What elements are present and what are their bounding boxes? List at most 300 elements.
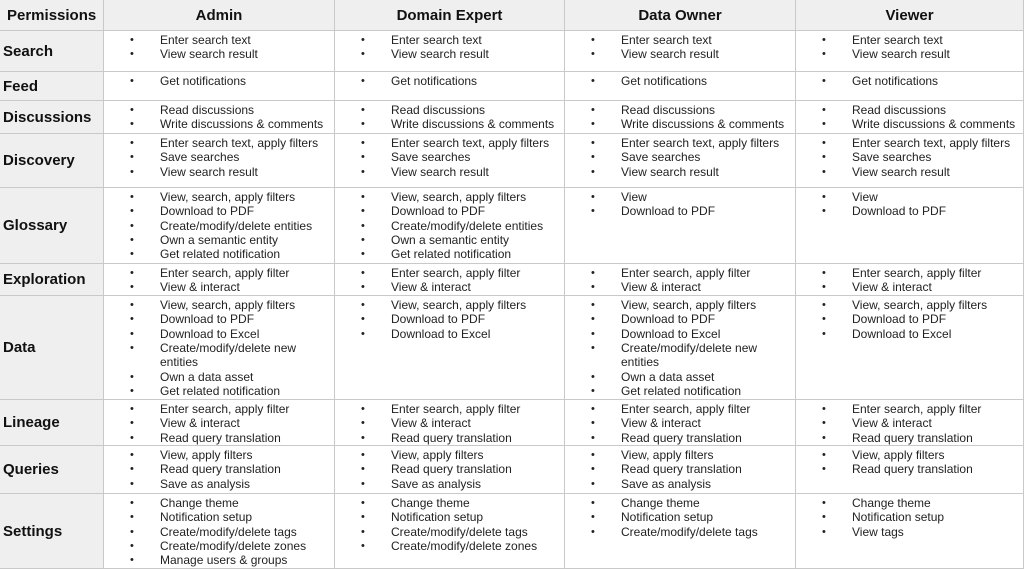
permission-item — [796, 117, 1023, 131]
permission-text: Notification setup — [621, 510, 714, 525]
permission-cell — [796, 264, 1024, 296]
permission-item — [104, 525, 334, 539]
bullet-icon: • — [591, 281, 595, 294]
permission-cell — [335, 31, 565, 72]
permission-text: View — [621, 190, 647, 204]
permission-text: Enter search text, apply filters — [621, 136, 780, 150]
permission-item — [335, 327, 564, 341]
permission-item — [104, 510, 334, 524]
bullet-icon: • — [361, 511, 365, 524]
bullet-icon: • — [130, 267, 134, 279]
permission-item — [796, 312, 1023, 326]
permission-text: Save searches — [852, 150, 932, 165]
permission-text: Create/modify/delete entities — [160, 218, 313, 233]
permission-item — [565, 165, 795, 179]
bullet-icon: • — [822, 525, 826, 538]
permission-item — [565, 355, 795, 369]
permission-text: Write discussions & comments — [621, 117, 785, 132]
bullet-icon: • — [130, 34, 134, 46]
bullet-icon: • — [361, 219, 365, 232]
permission-text: Get related notification — [391, 247, 512, 262]
permission-text: View tags — [852, 524, 904, 539]
permission-item — [565, 384, 795, 398]
permission-text: Get notifications — [621, 74, 708, 88]
permission-text: Own a semantic entity — [160, 232, 279, 247]
permission-item — [104, 477, 334, 491]
bullet-icon: • — [822, 75, 826, 87]
permission-item — [565, 341, 795, 355]
permission-text: Save searches — [391, 150, 471, 165]
permission-item — [335, 448, 564, 462]
permission-item — [104, 431, 334, 445]
permission-text: Own a data asset — [621, 369, 715, 384]
permission-item — [104, 47, 334, 61]
bullet-icon: • — [361, 233, 365, 246]
bullet-icon: • — [591, 384, 595, 397]
permission-text: View search result — [852, 164, 950, 179]
permission-item — [104, 416, 334, 430]
permission-item — [796, 510, 1023, 524]
bullet-icon: • — [361, 327, 365, 340]
permission-text: Read query translation — [621, 430, 742, 445]
permission-item — [565, 136, 795, 150]
bullet-icon: • — [361, 417, 365, 430]
bullet-icon: • — [822, 205, 826, 218]
permission-item — [796, 47, 1023, 61]
permission-cell — [104, 296, 335, 400]
permission-text: View & interact — [621, 416, 701, 431]
permission-item — [796, 280, 1023, 294]
permission-text: View, search, apply filters — [160, 298, 296, 312]
permission-item — [565, 370, 795, 384]
bullet-icon: • — [361, 431, 365, 444]
permission-text: View & interact — [160, 416, 240, 431]
permission-item — [335, 462, 564, 476]
permission-cell — [104, 134, 335, 188]
permission-text: Write discussions & comments — [852, 117, 1016, 132]
permission-item — [104, 539, 334, 553]
permission-text: Read discussions — [621, 103, 716, 117]
permission-text: Download to Excel — [391, 326, 491, 341]
permission-item — [104, 448, 334, 462]
permission-text: Get related notification — [160, 247, 281, 262]
permission-item — [335, 33, 564, 47]
permission-item — [565, 416, 795, 430]
permission-cell — [335, 101, 565, 134]
permission-text: View, search, apply filters — [160, 190, 296, 204]
permission-item — [104, 553, 334, 567]
permission-item — [565, 204, 795, 218]
permission-item — [104, 150, 334, 164]
bullet-icon: • — [361, 137, 365, 149]
permission-cell — [565, 31, 796, 72]
bullet-icon: • — [130, 219, 134, 232]
permission-text: Enter search, apply filter — [391, 402, 521, 416]
permission-item — [335, 117, 564, 131]
permission-text: Enter search, apply filter — [160, 266, 290, 280]
permission-text: Write discussions & comments — [391, 117, 555, 132]
permission-item — [335, 165, 564, 179]
permission-cell — [565, 134, 796, 188]
bullet-icon: • — [361, 104, 365, 116]
permission-text: Manage users & groups — [160, 553, 288, 568]
bullet-icon: • — [130, 48, 134, 61]
bullet-icon: • — [822, 137, 826, 149]
permission-text: View, search, apply filters — [621, 298, 757, 312]
permission-text: Download to PDF — [852, 204, 947, 219]
permission-item — [796, 525, 1023, 539]
bullet-icon: • — [822, 463, 826, 476]
permission-cell — [796, 400, 1024, 446]
permission-text: Change theme — [391, 496, 470, 510]
bullet-icon: • — [130, 137, 134, 149]
permission-item — [796, 136, 1023, 150]
bullet-icon: • — [591, 299, 595, 311]
permission-item — [796, 327, 1023, 341]
bullet-icon: • — [591, 267, 595, 279]
permission-text: Get notifications — [852, 74, 939, 88]
permission-cell — [335, 296, 565, 400]
row-label-settings: Settings — [0, 494, 104, 569]
permission-text: Save as analysis — [160, 476, 251, 491]
bullet-icon: • — [822, 267, 826, 279]
permission-cell — [565, 446, 796, 494]
permission-item — [565, 327, 795, 341]
bullet-icon: • — [822, 118, 826, 131]
permission-item — [104, 204, 334, 218]
permission-item — [565, 448, 795, 462]
permission-text: Enter search text — [621, 33, 712, 47]
header-role-viewer: Viewer — [796, 0, 1024, 31]
permission-item — [565, 496, 795, 510]
permission-item — [104, 462, 334, 476]
bullet-icon: • — [361, 267, 365, 279]
permission-cell — [565, 72, 796, 101]
permission-item — [104, 165, 334, 179]
permission-text: Enter search text, apply filters — [852, 136, 1011, 150]
bullet-icon: • — [591, 137, 595, 149]
permission-text: Create/modify/delete tags — [160, 524, 297, 539]
permission-item — [335, 402, 564, 416]
permission-text: Enter search, apply filter — [621, 266, 751, 280]
permission-item — [104, 266, 334, 280]
bullet-icon: • — [591, 449, 595, 461]
permission-item — [335, 298, 564, 312]
bullet-icon: • — [130, 525, 134, 538]
permission-text: Create/modify/delete entities — [391, 218, 544, 233]
permission-text: Create/modify/delete new — [160, 340, 297, 355]
permission-item — [335, 416, 564, 430]
bullet-icon: • — [361, 75, 365, 87]
permission-item — [796, 431, 1023, 445]
permission-item — [565, 431, 795, 445]
permission-item — [796, 74, 1023, 88]
permission-item — [335, 477, 564, 491]
permission-text: View, search, apply filters — [391, 190, 527, 204]
bullet-icon: • — [591, 34, 595, 46]
bullet-icon: • — [822, 431, 826, 444]
row-label-lineage: Lineage — [0, 400, 104, 446]
permission-item — [796, 165, 1023, 179]
bullet-icon: • — [361, 248, 365, 261]
permission-text: Enter search text, apply filters — [391, 136, 550, 150]
permission-text: Create/modify/delete zones — [391, 538, 538, 553]
permission-text: View & interact — [391, 280, 471, 295]
bullet-icon: • — [591, 341, 595, 354]
permission-text: Create/modify/delete tags — [621, 524, 758, 539]
permission-text: Download to Excel — [621, 326, 721, 341]
bullet-icon: • — [591, 417, 595, 430]
bullet-icon: • — [130, 191, 134, 203]
permission-text: Read discussions — [160, 103, 255, 117]
permission-text: Save as analysis — [391, 476, 482, 491]
permission-item — [104, 247, 334, 261]
permission-item — [565, 402, 795, 416]
permission-item — [104, 298, 334, 312]
permission-item — [796, 298, 1023, 312]
header-permissions: Permissions — [0, 0, 104, 31]
permission-text: View search result — [160, 164, 258, 179]
permission-cell — [796, 494, 1024, 569]
permission-text: Get notifications — [391, 74, 478, 88]
permission-text: View search result — [391, 164, 489, 179]
row-label-discussions: Discussions — [0, 101, 104, 134]
bullet-icon: • — [591, 75, 595, 87]
permission-item — [796, 402, 1023, 416]
permission-text: View, apply filters — [852, 448, 945, 462]
permission-cell — [104, 400, 335, 446]
permission-item — [104, 103, 334, 117]
permission-item — [565, 103, 795, 117]
permission-text: Save searches — [160, 150, 240, 165]
permission-cell — [104, 101, 335, 134]
permission-item — [565, 510, 795, 524]
permission-text: View search result — [160, 47, 258, 62]
bullet-icon: • — [591, 118, 595, 131]
permission-item — [565, 462, 795, 476]
bullet-icon: • — [361, 403, 365, 415]
permission-text: Change theme — [160, 496, 239, 510]
bullet-icon: • — [130, 403, 134, 415]
permission-text: Download to PDF — [621, 204, 716, 219]
permission-text: View & interact — [160, 280, 240, 295]
permission-text: Read query translation — [391, 430, 512, 445]
permission-item — [104, 312, 334, 326]
permission-text: View & interact — [621, 280, 701, 295]
bullet-icon: • — [361, 299, 365, 311]
permission-item — [104, 219, 334, 233]
bullet-icon: • — [822, 511, 826, 524]
permission-item — [335, 312, 564, 326]
permission-text: Download to PDF — [852, 312, 947, 327]
bullet-icon: • — [822, 191, 826, 203]
permission-text: Download to Excel — [852, 326, 952, 341]
permission-text: Enter search text, apply filters — [160, 136, 319, 150]
permission-item — [796, 190, 1023, 204]
permission-cell — [565, 101, 796, 134]
permission-text: Get related notification — [621, 383, 742, 398]
permission-item — [565, 525, 795, 539]
bullet-icon: • — [822, 165, 826, 178]
permission-item — [565, 150, 795, 164]
permission-item — [104, 190, 334, 204]
bullet-icon: • — [591, 497, 595, 509]
permission-item — [796, 150, 1023, 164]
bullet-icon: • — [361, 281, 365, 294]
permission-text: Enter search text — [391, 33, 482, 47]
bullet-icon: • — [591, 191, 595, 203]
permission-item — [335, 247, 564, 261]
bullet-icon: • — [130, 449, 134, 461]
permission-text: View, search, apply filters — [391, 298, 527, 312]
bullet-icon: • — [130, 151, 134, 164]
permission-cell — [796, 446, 1024, 494]
permission-text: View search result — [852, 47, 950, 62]
permission-item — [335, 233, 564, 247]
permission-item — [796, 448, 1023, 462]
permission-item — [565, 477, 795, 491]
permission-cell — [104, 31, 335, 72]
bullet-icon: • — [130, 511, 134, 524]
bullet-icon: • — [361, 539, 365, 552]
bullet-icon: • — [361, 477, 365, 490]
permission-text: Own a semantic entity — [391, 232, 510, 247]
permission-item — [796, 496, 1023, 510]
permission-cell — [104, 72, 335, 101]
bullet-icon: • — [591, 165, 595, 178]
bullet-icon: • — [130, 75, 134, 87]
permission-cell — [335, 72, 565, 101]
permission-item — [335, 74, 564, 88]
permission-text: Notification setup — [391, 510, 484, 525]
permission-text: Get notifications — [160, 74, 247, 88]
header-role-admin: Admin — [104, 0, 335, 31]
permission-item — [565, 266, 795, 280]
permission-cell — [104, 188, 335, 264]
bullet-icon: • — [822, 151, 826, 164]
bullet-icon: • — [130, 299, 134, 311]
bullet-icon: • — [361, 165, 365, 178]
permission-item — [565, 190, 795, 204]
bullet-icon: • — [822, 417, 826, 430]
permission-item — [335, 219, 564, 233]
row-label-discovery: Discovery — [0, 134, 104, 188]
permission-text: Enter search, apply filter — [621, 402, 751, 416]
row-label-search: Search — [0, 31, 104, 72]
permission-text: Write discussions & comments — [160, 117, 324, 132]
bullet-icon: • — [822, 313, 826, 326]
bullet-icon: • — [822, 403, 826, 415]
bullet-icon: • — [822, 327, 826, 340]
permission-cell — [565, 264, 796, 296]
bullet-icon: • — [591, 511, 595, 524]
permission-text: Create/modify/delete tags — [391, 524, 528, 539]
bullet-icon: • — [361, 34, 365, 46]
permission-item — [565, 298, 795, 312]
permission-item — [565, 74, 795, 88]
permission-text: View & interact — [852, 280, 932, 295]
permission-item — [335, 496, 564, 510]
permission-cell — [335, 400, 565, 446]
permission-item — [335, 525, 564, 539]
bullet-icon: • — [822, 281, 826, 294]
bullet-icon: • — [130, 165, 134, 178]
bullet-icon: • — [591, 370, 595, 383]
bullet-icon: • — [591, 48, 595, 61]
permission-cell — [335, 188, 565, 264]
permission-text: Read query translation — [852, 430, 973, 445]
bullet-icon: • — [591, 313, 595, 326]
permission-text: Own a data asset — [160, 369, 254, 384]
bullet-icon: • — [822, 48, 826, 61]
bullet-icon: • — [130, 281, 134, 294]
permission-text: Enter search, apply filter — [852, 266, 982, 280]
permission-item — [565, 280, 795, 294]
row-label-exploration: Exploration — [0, 264, 104, 296]
permission-text: Enter search, apply filter — [391, 266, 521, 280]
bullet-icon: • — [130, 554, 134, 567]
permission-cell — [104, 494, 335, 569]
permission-text: Notification setup — [852, 510, 945, 525]
permission-item — [104, 117, 334, 131]
permission-text: Enter search, apply filter — [160, 402, 290, 416]
permission-item — [335, 150, 564, 164]
bullet-icon: • — [130, 327, 134, 340]
bullet-icon: • — [361, 151, 365, 164]
permission-cell — [335, 494, 565, 569]
permission-item — [335, 539, 564, 553]
permission-text: Download to PDF — [391, 204, 486, 219]
bullet-icon: • — [361, 497, 365, 509]
bullet-icon: • — [130, 463, 134, 476]
bullet-icon: • — [130, 431, 134, 444]
permission-item — [104, 233, 334, 247]
bullet-icon: • — [361, 205, 365, 218]
bullet-icon: • — [130, 370, 134, 383]
bullet-icon: • — [361, 118, 365, 131]
permission-text: Download to PDF — [160, 204, 255, 219]
permission-text: Read query translation — [621, 462, 742, 477]
row-label-glossary: Glossary — [0, 188, 104, 264]
bullet-icon: • — [130, 341, 134, 354]
permission-cell — [796, 296, 1024, 400]
bullet-icon: • — [591, 477, 595, 490]
permission-item — [335, 510, 564, 524]
permission-item — [104, 327, 334, 341]
permission-item — [335, 266, 564, 280]
permission-cell — [565, 188, 796, 264]
permission-text: Read query translation — [160, 462, 281, 477]
bullet-icon: • — [361, 525, 365, 538]
permission-item — [796, 33, 1023, 47]
permission-item — [335, 103, 564, 117]
permission-item — [104, 355, 334, 369]
permission-text: Read discussions — [852, 103, 947, 117]
permission-item — [104, 402, 334, 416]
permission-text: Download to PDF — [160, 312, 255, 327]
permission-item — [796, 416, 1023, 430]
permission-cell — [796, 101, 1024, 134]
permission-cell — [796, 31, 1024, 72]
permission-item — [335, 47, 564, 61]
bullet-icon: • — [130, 248, 134, 261]
permission-cell — [796, 134, 1024, 188]
permission-text: Read query translation — [852, 462, 973, 477]
bullet-icon: • — [361, 48, 365, 61]
permission-text: Enter search text — [160, 33, 251, 47]
permission-item — [565, 47, 795, 61]
permission-text: Download to PDF — [391, 312, 486, 327]
